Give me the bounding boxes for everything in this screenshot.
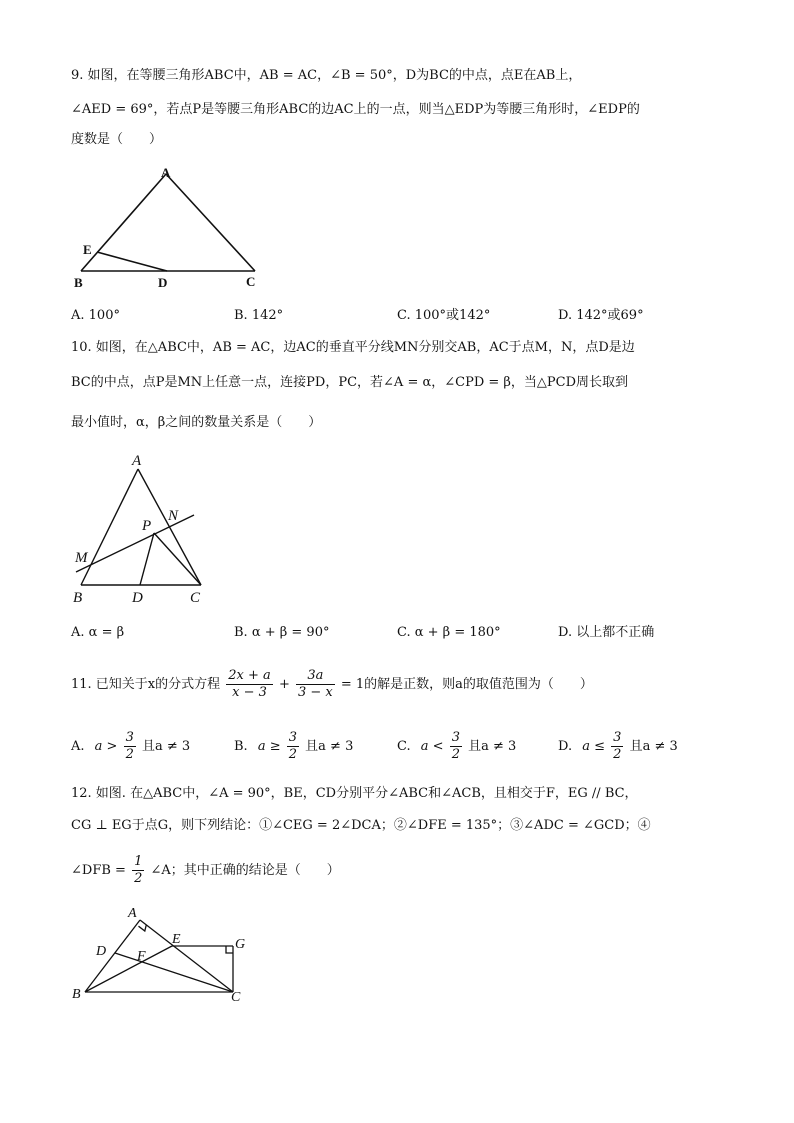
q12-right-angle-g [226,946,233,953]
q12-line3 [71,852,340,890]
q9-side-ab [81,174,166,271]
q12-label-e: E [172,932,181,947]
q9-option-a: A. 100° [71,308,120,323]
q11-option-a [71,728,190,766]
q12-figure [68,900,258,1010]
q12-side-ab [85,920,140,992]
q11-option-b-numerator: 3 [288,730,298,745]
q10-line3: 最小值时，α，β之间的数量关系是（ ） [71,415,322,430]
q11-option-b-condition: 且a ≠ 3 [305,739,354,754]
q9-option-b: B. 142° [234,308,284,323]
q11-option-d-relation: a ≤ [582,739,606,754]
q12-label-g: G [235,937,246,952]
q11-option-d-label: D. [558,739,573,754]
q11-option-b-denominator: 2 [288,747,298,762]
q11-fraction-2-denominator: 3 − x [297,685,333,700]
q11-prefix: 11. 已知关于x的分式方程 [71,677,221,692]
q12-label-f: F [137,949,146,964]
q9-segment-ed [97,252,167,271]
q10-label-a: A [132,453,142,469]
q9-label-b: B [74,275,83,290]
q10-label-d: D [132,590,143,606]
q10-option-c: C. α + β = 180° [397,625,501,640]
q11-stem [71,666,593,704]
q9-figure [70,162,270,292]
q9-option-c: C. 100°或142° [397,308,491,323]
q12-label-c: C [231,990,241,1005]
q11-option-c-fraction [450,730,462,763]
q11-option-c-condition: 且a ≠ 3 [468,739,517,754]
q11-option-c-relation: a < [420,739,444,754]
q12-label-a: A [128,906,137,921]
q11-option-d-numerator: 3 [613,730,622,745]
q11-option-b-fraction [287,730,299,763]
q12-half-denominator: 2 [134,871,143,886]
q11-option-a-relation: a > [94,739,118,754]
q11-option-a-denominator: 2 [125,747,134,762]
q11-fraction-2 [296,668,335,701]
q10-line2: BC的中点，点P是MN上任意一点，连接PD，PC，若∠A = α，∠CPD = β，当△PCD周长取到 [71,375,629,390]
q9-side-ac [166,174,255,271]
q12-line1: 12. 如图. 在△ABC中，∠A = 90°，BE，CD分别平分∠ABC和∠ACB，且相交于F，EG // BC， [71,786,638,801]
q11-option-a-condition: 且a ≠ 3 [142,739,191,754]
q12-right-angle-a [139,925,147,931]
q12-label-b: B [72,987,81,1002]
q11-option-d-denominator: 2 [613,747,622,762]
q12-half-numerator: 1 [134,854,143,869]
q11-option-c [397,728,516,766]
q11-fraction-1-denominator: x − 3 [232,685,267,700]
q9-option-d: D. 142°或69° [558,308,644,323]
q10-figure [70,448,220,608]
q12-label-d: D [96,944,107,959]
q11-option-d-condition: 且a ≠ 3 [629,739,678,754]
q12-line3-end: ∠A；其中正确的结论是（ ） [150,863,340,878]
q11-suffix: = 1的解是正数，则a的取值范围为（ ） [340,677,593,692]
q11-fraction-2-numerator: 3a [296,668,335,685]
q11-option-c-denominator: 2 [451,747,460,762]
q11-option-a-label: A. [71,739,85,754]
q10-label-n: N [168,508,179,524]
q9-label-a: A [161,165,171,180]
q10-option-a: A. α = β [71,625,125,640]
q11-plus-sign: + [278,677,290,692]
q10-label-b: B [73,590,83,606]
q9-line2: ∠AED = 69°，若点P是等腰三角形ABC的边AC上的一点，则当△EDP为等腰三角形时，∠EDP的 [71,102,640,117]
q10-option-d: D. 以上都不正确 [558,625,655,640]
q10-option-b: B. α + β = 90° [234,625,330,640]
q9-line1: 9. 如图，在等腰三角形ABC中，AB = AC，∠B = 50°，D为BC的中点，点E在AB上， [71,68,582,83]
q10-line1: 10. 如图，在△ABC中，AB = AC，边AC的垂直平分线MN分别交AB，AC于点M，N，点D是边 [71,340,635,355]
q11-option-a-fraction [124,730,136,763]
q9-label-e: E [83,242,92,257]
q12-half-fraction [132,854,144,887]
q11-option-c-label: C. [397,739,411,754]
q12-bisector-cd [115,953,233,992]
q9-line3: 度数是（ ） [71,132,163,147]
q12-line2: CG ⊥ EG于点G，则下列结论：①∠CEG = 2∠DCA；②∠DFE = 135°；③∠ADC = ∠GCD；④ [71,818,651,833]
q11-option-b-relation: a ≥ [257,739,281,754]
q12-line3-start: ∠DFB = [71,863,126,878]
q10-label-c: C [190,590,201,606]
q11-option-d [558,728,678,766]
q11-option-c-numerator: 3 [451,730,460,745]
q11-fraction-1-numerator: 2x + a [228,668,271,683]
q9-label-c: C [246,274,256,289]
q10-label-p: P [142,518,152,534]
q11-fraction-1 [226,668,273,701]
q9-label-d: D [158,275,168,290]
q11-option-a-numerator: 3 [125,730,134,745]
q10-label-m: M [75,550,88,566]
q11-option-b [234,728,353,766]
q10-side-ab [81,469,138,585]
q11-option-d-fraction [611,730,623,763]
q11-option-b-label: B. [234,739,248,754]
